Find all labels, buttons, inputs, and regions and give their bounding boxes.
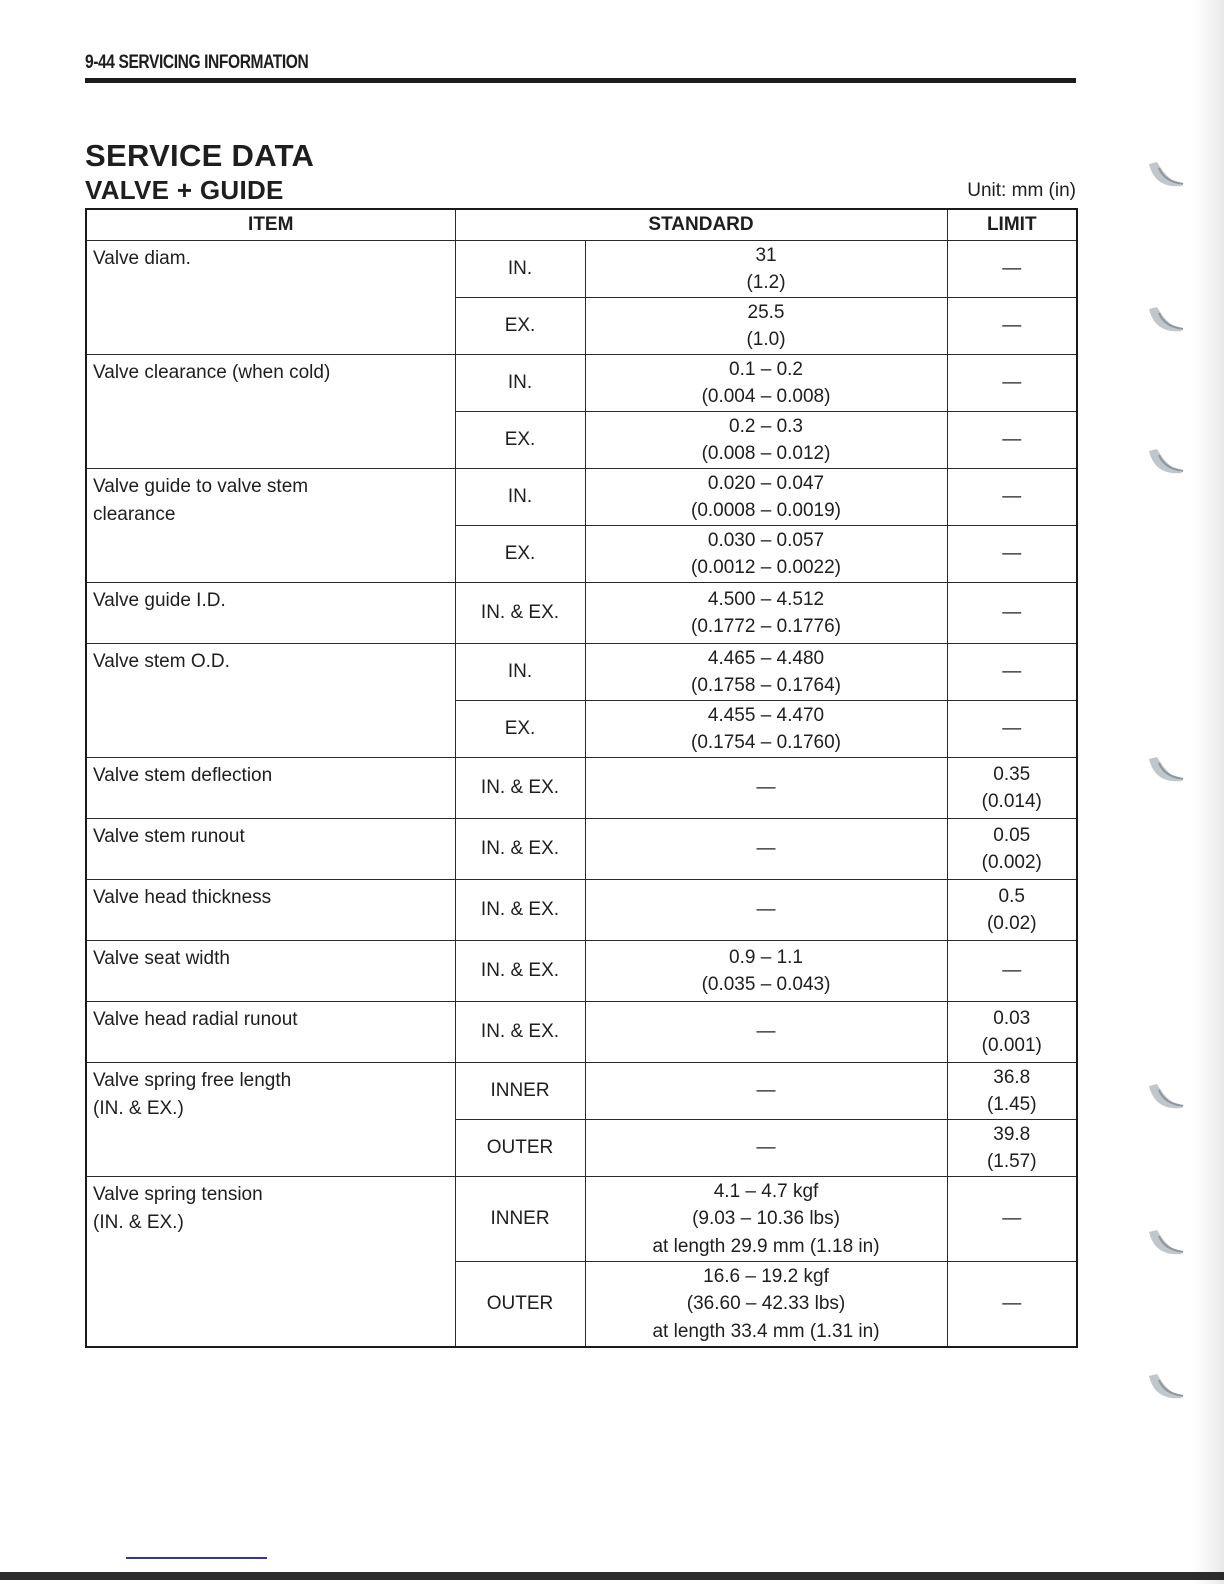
- item-label: (IN. & EX.): [93, 1212, 184, 1233]
- item-cell: [86, 758, 455, 819]
- item-cell: [86, 241, 455, 355]
- standard-cell: [585, 298, 947, 355]
- limit-value: (0.001): [981, 1035, 1042, 1056]
- item-cell: [86, 1177, 455, 1348]
- limit-value: —: [1002, 1293, 1022, 1315]
- limit-value: 39.8: [993, 1123, 1031, 1145]
- binder-tab-icon: [1147, 447, 1187, 479]
- standard-cell: [585, 469, 947, 526]
- standard-value: 16.6 – 19.2 kgf: [703, 1265, 829, 1287]
- limit-value: 36.8: [993, 1066, 1031, 1088]
- item-label: Valve clearance (when cold): [93, 362, 331, 383]
- standard-cell: [585, 941, 947, 1002]
- binder-tab-icon: [1147, 1372, 1187, 1404]
- limit-cell: [947, 758, 1077, 819]
- standard-cell: [585, 819, 947, 880]
- limit-value: 0.5: [998, 885, 1025, 907]
- item-label: clearance: [93, 504, 176, 525]
- unit-note: Unit: mm (in): [967, 180, 1076, 201]
- standard-value: —: [756, 777, 776, 799]
- sub-item-cell: IN.: [455, 469, 585, 526]
- binder-edge: [1192, 0, 1224, 1584]
- item-cell: [86, 469, 455, 583]
- table-row: [86, 819, 1077, 880]
- limit-value: (0.002): [981, 852, 1042, 873]
- standard-cell: [585, 1177, 947, 1262]
- standard-value: (36.60 – 42.33 lbs): [686, 1293, 846, 1315]
- standard-value: 0.020 – 0.047: [707, 472, 825, 494]
- item-label: Valve stem deflection: [93, 765, 273, 786]
- standard-cell: [585, 355, 947, 412]
- limit-cell: [947, 644, 1077, 701]
- limit-cell: [947, 1177, 1077, 1262]
- standard-value: 0.030 – 0.057: [707, 529, 825, 551]
- item-cell: [86, 941, 455, 1002]
- item-label: Valve head radial runout: [93, 1009, 298, 1030]
- limit-value: (1.57): [986, 1151, 1037, 1172]
- limit-cell: [947, 1120, 1077, 1177]
- standard-value: —: [756, 838, 776, 860]
- limit-value: —: [1002, 315, 1022, 337]
- item-label: Valve guide I.D.: [93, 590, 226, 611]
- limit-value: (0.02): [986, 913, 1037, 934]
- limit-cell: [947, 412, 1077, 469]
- limit-cell: [947, 469, 1077, 526]
- table-header-row: [86, 209, 1077, 241]
- standard-value: —: [756, 899, 776, 921]
- standard-value: —: [756, 1137, 776, 1159]
- standard-cell: [585, 880, 947, 941]
- standard-value: at length 29.9 mm (1.18 in): [652, 1235, 880, 1257]
- limit-value: —: [1002, 661, 1022, 683]
- standard-value: at length 33.4 mm (1.31 in): [652, 1320, 880, 1342]
- standard-cell: [585, 1262, 947, 1348]
- standard-value: (0.1772 – 0.1776): [691, 616, 842, 637]
- page-reference: 9-44 SERVICING INFORMATION: [85, 52, 309, 73]
- limit-cell: [947, 1002, 1077, 1063]
- sub-item-cell: EX.: [455, 701, 585, 758]
- limit-value: 0.35: [993, 763, 1031, 785]
- item-label: Valve diam.: [93, 248, 191, 269]
- item-label: Valve spring free length: [93, 1070, 292, 1091]
- header-standard: STANDARD: [455, 209, 947, 241]
- item-label: (IN. & EX.): [93, 1098, 184, 1119]
- sub-item-cell: EX.: [455, 526, 585, 583]
- limit-value: —: [1002, 486, 1022, 508]
- item-cell: [86, 1063, 455, 1177]
- limit-cell: [947, 355, 1077, 412]
- binder-tab-icon: [1147, 160, 1187, 192]
- table-row: [86, 1002, 1077, 1063]
- limit-value: (1.45): [986, 1094, 1037, 1115]
- item-cell: [86, 644, 455, 758]
- standard-value: (0.035 – 0.043): [701, 974, 831, 995]
- limit-value: —: [1002, 960, 1022, 982]
- standard-value: 4.1 – 4.7 kgf: [713, 1180, 819, 1202]
- table-row: [86, 644, 1077, 701]
- limit-cell: [947, 819, 1077, 880]
- header-limit: LIMIT: [947, 209, 1077, 241]
- section-title: SERVICE DATA: [85, 138, 315, 173]
- table-row: [86, 758, 1077, 819]
- item-label: Valve stem runout: [93, 826, 245, 847]
- table-row: [86, 880, 1077, 941]
- limit-cell: [947, 941, 1077, 1002]
- limit-value: —: [1002, 1208, 1022, 1230]
- item-label: Valve spring tension: [93, 1184, 263, 1205]
- item-label: Valve guide to valve stem: [93, 476, 309, 497]
- standard-value: —: [756, 1021, 776, 1043]
- item-label: Valve seat width: [93, 948, 230, 969]
- limit-value: —: [1002, 429, 1022, 451]
- footer-rule: [0, 1572, 1224, 1580]
- sub-item-cell: IN. & EX.: [455, 941, 585, 1002]
- standard-value: (0.004 – 0.008): [701, 386, 831, 407]
- limit-value: —: [1002, 258, 1022, 280]
- sub-item-cell: IN. & EX.: [455, 880, 585, 941]
- standard-cell: [585, 1120, 947, 1177]
- standard-value: (0.0008 – 0.0019): [691, 500, 842, 521]
- item-cell: [86, 1002, 455, 1063]
- limit-cell: [947, 241, 1077, 298]
- item-cell: [86, 819, 455, 880]
- section-subtitle: VALVE + GUIDE: [85, 175, 284, 205]
- service-data-table: [85, 208, 1078, 1348]
- limit-cell: [947, 880, 1077, 941]
- sub-item-cell: OUTER: [455, 1262, 585, 1348]
- standard-value: 4.455 – 4.470: [707, 704, 825, 726]
- sub-item-cell: INNER: [455, 1177, 585, 1262]
- table-row: [86, 469, 1077, 526]
- sub-item-cell: IN.: [455, 644, 585, 701]
- standard-cell: [585, 1002, 947, 1063]
- standard-value: (9.03 – 10.36 lbs): [692, 1208, 840, 1230]
- binder-tab-icon: [1147, 755, 1187, 787]
- page-header: [85, 50, 1076, 83]
- sub-item-cell: IN.: [455, 355, 585, 412]
- limit-cell: [947, 1063, 1077, 1120]
- standard-cell: [585, 758, 947, 819]
- item-cell: [86, 880, 455, 941]
- standard-cell: [585, 1063, 947, 1120]
- sub-item-cell: IN. & EX.: [455, 758, 585, 819]
- standard-cell: [585, 701, 947, 758]
- item-label: Valve stem O.D.: [93, 651, 230, 672]
- header-item: ITEM: [86, 209, 455, 241]
- binder-tab-icon: [1147, 1082, 1187, 1114]
- table-row: [86, 941, 1077, 1002]
- standard-cell: [585, 644, 947, 701]
- sub-item-cell: EX.: [455, 412, 585, 469]
- limit-value: —: [1002, 718, 1022, 740]
- item-cell: [86, 583, 455, 644]
- sub-item-cell: IN.: [455, 241, 585, 298]
- sub-item-cell: INNER: [455, 1063, 585, 1120]
- standard-value: —: [756, 1080, 776, 1102]
- limit-cell: [947, 526, 1077, 583]
- limit-value: —: [1002, 372, 1022, 394]
- standard-value: 25.5: [747, 301, 785, 323]
- standard-value: (0.0012 – 0.0022): [691, 557, 842, 578]
- limit-cell: [947, 298, 1077, 355]
- item-label: Valve head thickness: [93, 887, 272, 908]
- sub-item-cell: IN. & EX.: [455, 819, 585, 880]
- table-row: [86, 241, 1077, 298]
- standard-value: (0.1758 – 0.1764): [691, 675, 842, 696]
- footer-accent-line: [126, 1557, 267, 1559]
- standard-value: (1.2): [746, 272, 786, 293]
- item-cell: [86, 355, 455, 469]
- standard-cell: [585, 412, 947, 469]
- standard-cell: [585, 241, 947, 298]
- limit-cell: [947, 1262, 1077, 1348]
- standard-value: (0.008 – 0.012): [701, 443, 831, 464]
- sub-item-cell: OUTER: [455, 1120, 585, 1177]
- limit-value: —: [1002, 602, 1022, 624]
- limit-value: 0.05: [993, 824, 1031, 846]
- standard-cell: [585, 583, 947, 644]
- standard-value: (0.1754 – 0.1760): [691, 732, 842, 753]
- limit-cell: [947, 583, 1077, 644]
- limit-value: (0.014): [981, 791, 1042, 812]
- table-row: [86, 355, 1077, 412]
- standard-value: 0.2 – 0.3: [729, 415, 803, 437]
- table-row: [86, 583, 1077, 644]
- limit-value: 0.03: [993, 1007, 1031, 1029]
- standard-cell: [585, 526, 947, 583]
- table-row: [86, 1063, 1077, 1120]
- sub-item-cell: EX.: [455, 298, 585, 355]
- sub-item-cell: IN. & EX.: [455, 583, 585, 644]
- binder-tab-icon: [1147, 305, 1187, 337]
- standard-value: 31: [755, 244, 777, 266]
- standard-value: 0.1 – 0.2: [729, 358, 803, 380]
- standard-value: 4.465 – 4.480: [707, 647, 825, 669]
- limit-cell: [947, 701, 1077, 758]
- table-row: [86, 1177, 1077, 1262]
- standard-value: 0.9 – 1.1: [729, 946, 803, 968]
- binder-tab-icon: [1147, 1228, 1187, 1260]
- limit-value: —: [1002, 543, 1022, 565]
- sub-item-cell: IN. & EX.: [455, 1002, 585, 1063]
- standard-value: (1.0): [746, 329, 786, 350]
- standard-value: 4.500 – 4.512: [707, 588, 825, 610]
